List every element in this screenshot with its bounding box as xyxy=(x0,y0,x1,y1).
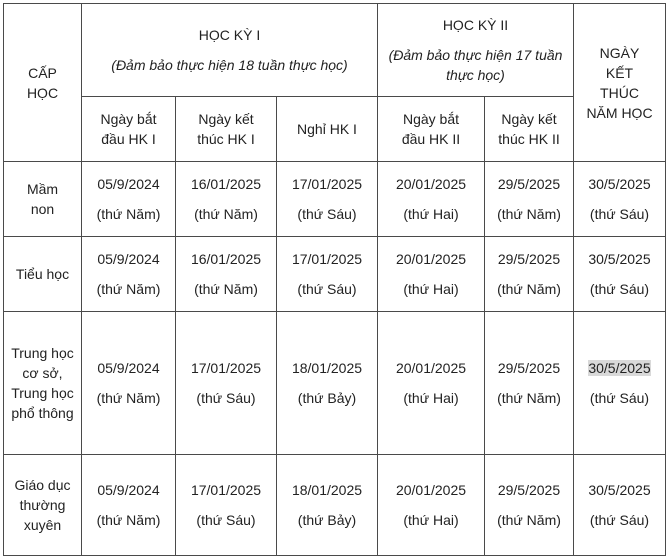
header-sub-label: Ngày bắt đầu HK I xyxy=(100,111,157,147)
header-level xyxy=(4,4,82,162)
date-cell xyxy=(485,162,574,237)
header-sub-end-hk2 xyxy=(485,97,574,162)
date-value: 16/01/2025 xyxy=(190,251,262,267)
date-cell xyxy=(378,162,485,237)
date-cell xyxy=(378,455,485,556)
header-end-year xyxy=(574,4,666,162)
date-value: 29/5/2025 xyxy=(497,176,561,192)
date-cell xyxy=(82,162,176,237)
date-cell xyxy=(277,237,378,312)
weekday-value: (thứ Bảy) xyxy=(297,390,357,406)
date-value: 20/01/2025 xyxy=(395,360,467,376)
header-term1-title: HỌC KỲ I xyxy=(198,27,261,43)
header-term2-note: (Đảm bảo thực hiện 17 tuần thực học) xyxy=(388,47,563,83)
header-sub-start-hk2 xyxy=(378,97,485,162)
table-row xyxy=(4,162,666,237)
weekday-value: (thứ Sáu) xyxy=(589,390,650,406)
header-term1-note: (Đảm bảo thực hiện 18 tuần thực học) xyxy=(111,57,348,73)
weekday-value: (thứ Năm) xyxy=(96,281,161,297)
weekday-value: (thứ Năm) xyxy=(96,206,161,222)
row-level xyxy=(4,237,82,312)
date-value: 20/01/2025 xyxy=(395,176,467,192)
weekday-value: (thứ Hai) xyxy=(403,281,459,297)
header-sub-label: Nghỉ HK I xyxy=(297,121,357,137)
date-cell xyxy=(82,312,176,455)
weekday-value: (thứ Năm) xyxy=(96,512,161,528)
table-row xyxy=(4,455,666,556)
date-value: 30/5/2025 xyxy=(588,176,651,192)
weekday-value: (thứ Bảy) xyxy=(297,512,357,528)
weekday-value: (thứ Năm) xyxy=(96,390,161,406)
header-sub-label: Ngày bắt đầu HK II xyxy=(401,111,461,147)
header-level-label: CẤP HỌC xyxy=(26,64,59,101)
date-cell xyxy=(378,312,485,455)
weekday-value: (thứ Sáu) xyxy=(196,390,256,406)
weekday-value: (thứ Sáu) xyxy=(589,206,650,222)
weekday-value: (thứ Sáu) xyxy=(297,281,357,297)
date-cell xyxy=(176,455,277,556)
date-cell xyxy=(574,162,666,237)
date-cell xyxy=(485,237,574,312)
date-value: 30/5/2025 xyxy=(588,251,651,267)
row-level-label: Giáo dục thường xuyên xyxy=(14,477,71,533)
date-cell xyxy=(82,455,176,556)
weekday-value: (thứ Sáu) xyxy=(589,281,650,297)
header-sub-end-hk1 xyxy=(176,97,277,162)
date-cell xyxy=(277,162,378,237)
header-sub-start-hk1 xyxy=(82,97,176,162)
weekday-value: (thứ Hai) xyxy=(403,390,459,406)
weekday-value: (thứ Sáu) xyxy=(196,512,256,528)
date-cell xyxy=(574,455,666,556)
date-cell xyxy=(574,237,666,312)
date-value: 05/9/2024 xyxy=(97,176,160,192)
school-year-schedule-table xyxy=(3,3,666,556)
date-value: 17/01/2025 xyxy=(291,176,363,192)
date-value: 16/01/2025 xyxy=(190,176,262,192)
table-row xyxy=(4,237,666,312)
header-term2-title: HỌC KỲ II xyxy=(442,17,509,33)
weekday-value: (thứ Hai) xyxy=(403,512,459,528)
date-value: 17/01/2025 xyxy=(190,360,262,376)
weekday-value: (thứ Năm) xyxy=(497,390,561,406)
date-value: 20/01/2025 xyxy=(395,251,467,267)
date-value: 29/5/2025 xyxy=(497,360,561,376)
date-cell xyxy=(574,312,666,455)
weekday-value: (thứ Năm) xyxy=(194,206,258,222)
row-level xyxy=(4,312,82,455)
table-row xyxy=(4,312,666,455)
weekday-value: (thứ Năm) xyxy=(194,281,258,297)
date-value: 05/9/2024 xyxy=(97,482,160,498)
date-cell xyxy=(176,312,277,455)
date-cell xyxy=(485,312,574,455)
date-value: 20/01/2025 xyxy=(395,482,467,498)
date-value: 29/5/2025 xyxy=(497,251,561,267)
header-row-2 xyxy=(4,97,666,162)
header-sub-label: Ngày kết thúc HK II xyxy=(498,111,560,147)
weekday-value: (thứ Năm) xyxy=(497,512,561,528)
header-sub-label: Ngày kết thúc HK I xyxy=(197,111,255,147)
date-value-highlighted: 30/5/2025 xyxy=(588,360,651,376)
weekday-value: (thứ Năm) xyxy=(497,281,561,297)
date-value: 05/9/2024 xyxy=(97,251,160,267)
row-level xyxy=(4,162,82,237)
weekday-value: (thứ Sáu) xyxy=(589,512,650,528)
date-value: 18/01/2025 xyxy=(291,482,363,498)
date-cell xyxy=(378,237,485,312)
row-level-label: Trung học cơ sở, Trung học phổ thông xyxy=(11,345,74,421)
weekday-value: (thứ Năm) xyxy=(497,206,561,222)
date-value: 30/5/2025 xyxy=(588,482,651,498)
date-value: 17/01/2025 xyxy=(190,482,262,498)
header-end-year-label: NGÀY KẾT THÚC NĂM HỌC xyxy=(586,44,653,121)
date-cell xyxy=(277,312,378,455)
date-cell xyxy=(176,162,277,237)
header-term1 xyxy=(82,4,378,97)
date-cell xyxy=(82,237,176,312)
row-level xyxy=(4,455,82,556)
header-term2 xyxy=(378,4,574,97)
date-cell xyxy=(485,455,574,556)
row-level-label: Mầm non xyxy=(26,181,59,217)
date-cell xyxy=(176,237,277,312)
row-level-label: Tiểu học xyxy=(15,266,70,282)
header-sub-break-hk1 xyxy=(277,97,378,162)
date-value: 29/5/2025 xyxy=(497,482,561,498)
date-value: 17/01/2025 xyxy=(291,251,363,267)
date-cell xyxy=(277,455,378,556)
weekday-value: (thứ Sáu) xyxy=(297,206,357,222)
header-row-1 xyxy=(4,4,666,97)
date-value: 18/01/2025 xyxy=(291,360,363,376)
weekday-value: (thứ Hai) xyxy=(403,206,459,222)
date-value: 05/9/2024 xyxy=(97,360,160,376)
